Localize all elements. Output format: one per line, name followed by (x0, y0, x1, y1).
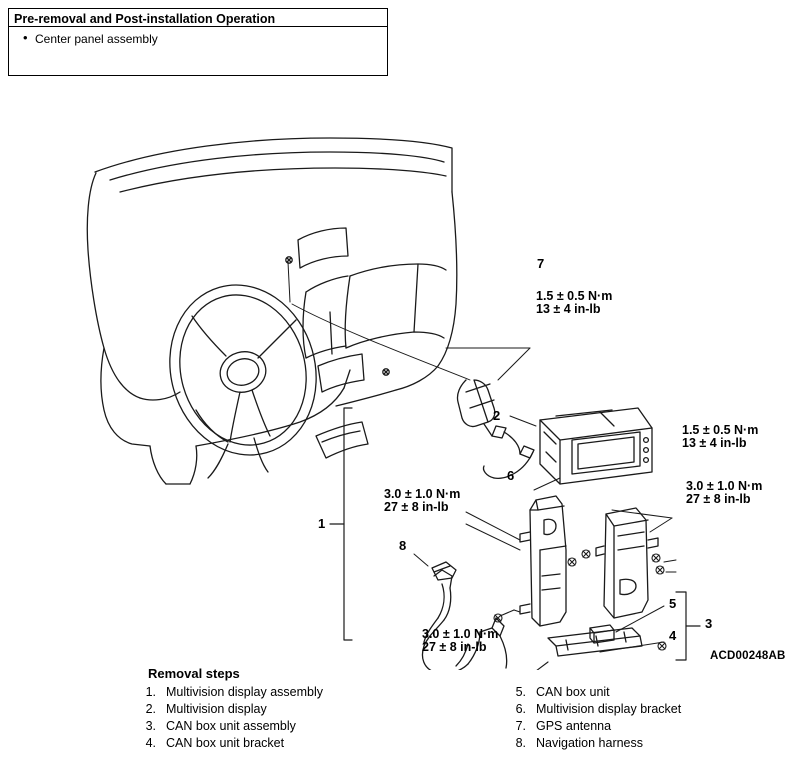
pre-removal-note-box (8, 8, 388, 76)
removal-steps-block (140, 666, 780, 752)
torque-inlb: 13 ± 4 in-lb (536, 302, 601, 316)
step-number: 4. (145, 736, 156, 750)
torque-nm: 3.0 ± 1.0 N·m (422, 627, 499, 641)
step-number: 2. (145, 702, 156, 716)
list-item (140, 718, 510, 735)
step-text: CAN box unit assembly (166, 719, 296, 733)
step-text: GPS antenna (536, 719, 612, 733)
torque-inlb: 27 ± 8 in-lb (422, 640, 487, 654)
torque-inlb: 27 ± 8 in-lb (384, 500, 449, 514)
step-number: 6. (515, 702, 526, 716)
step-number: 5. (515, 685, 526, 699)
torque-inlb: 13 ± 4 in-lb (682, 436, 747, 450)
callout-2: 2 (493, 408, 501, 423)
exploded-view-figure (0, 80, 790, 670)
note-item-list (9, 27, 387, 46)
torque-nm: 1.5 ± 0.5 N·m (536, 289, 613, 303)
list-item (510, 684, 780, 701)
note-title: Pre-removal and Post-installation Operation (9, 9, 387, 27)
step-text: Multivision display bracket (536, 702, 682, 716)
removal-steps-right-column (510, 684, 780, 752)
drawing-code: ACD00248AB (710, 650, 786, 662)
callout-5: 5 (669, 596, 677, 611)
list-item (140, 701, 510, 718)
step-text: Navigation harness (536, 736, 644, 750)
torque-nm: 3.0 ± 1.0 N·m (686, 479, 763, 493)
step-number: 3. (145, 719, 156, 733)
removal-steps-title: Removal steps (148, 666, 240, 681)
list-item (140, 684, 510, 701)
torque-nm: 1.5 ± 0.5 N·m (682, 423, 759, 437)
step-number: 8. (515, 736, 526, 750)
list-item (140, 735, 510, 752)
list-item (510, 701, 780, 718)
torque-inlb: 27 ± 8 in-lb (686, 492, 751, 506)
torque-bracket-right (686, 480, 762, 506)
removal-steps-left-column (140, 684, 510, 752)
callout-7: 7 (537, 256, 545, 271)
torque-bracket-left (384, 488, 460, 514)
torque-display (682, 424, 758, 450)
note-item: • Center panel assembly (35, 32, 387, 46)
callout-1: 1 (318, 516, 326, 531)
torque-nm: 3.0 ± 1.0 N·m (384, 487, 461, 501)
step-text: Multivision display assembly (166, 685, 324, 699)
figure-linework (0, 80, 790, 670)
list-item (510, 735, 780, 752)
step-number: 7. (515, 719, 526, 733)
callout-3: 3 (705, 616, 713, 631)
callout-6: 6 (507, 468, 515, 483)
step-number: 1. (145, 685, 156, 699)
torque-can-box (422, 628, 498, 654)
step-text: Multivision display (166, 702, 267, 716)
step-text: CAN box unit (536, 685, 610, 699)
callout-4: 4 (669, 628, 677, 643)
step-text: CAN box unit bracket (166, 736, 285, 750)
torque-gps-antenna (536, 290, 612, 316)
list-item (510, 718, 780, 735)
callout-8: 8 (399, 538, 407, 553)
